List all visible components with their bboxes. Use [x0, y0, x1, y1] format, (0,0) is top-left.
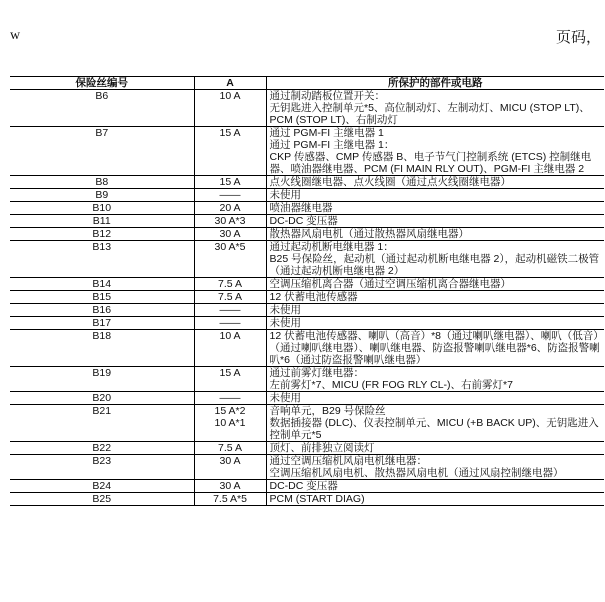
- amperage-cell: 20 A: [194, 202, 266, 215]
- fuse-number-cell: B22: [10, 442, 194, 455]
- table-row: [10, 405, 604, 418]
- circuit-description-line: 数据插接器 (DLC)、仪表控制单元、MICU (+B BACK UP)、无钥匙进入控制单元*5: [269, 417, 599, 441]
- amperage-cell: 30 A*5: [194, 241, 266, 278]
- circuit-description-line: DC-DC 变压器: [269, 480, 338, 492]
- protected-circuit-cell: [266, 480, 604, 493]
- protected-circuit-cell: [266, 417, 604, 442]
- fuse-number-cell: B19: [10, 367, 194, 392]
- table-row: [10, 241, 604, 278]
- circuit-description-line: 通过前雾灯继电器：: [269, 367, 364, 379]
- circuit-description-line: 音响单元，B29 号保险丝: [269, 405, 386, 417]
- amperage-cell: 15 A*2: [194, 405, 266, 418]
- fuse-table-body: [10, 90, 604, 506]
- protected-circuit-cell: [266, 330, 604, 367]
- fuse-number-cell: B17: [10, 317, 194, 330]
- circuit-description-line: 空调压缩机风扇电机、散热器风扇电机（通过风扇控制继电器）: [269, 467, 564, 479]
- amperage-cell: 15 A: [194, 176, 266, 189]
- circuit-description-line: 顶灯、前排独立阅读灯: [269, 442, 375, 454]
- circuit-description-line: 未使用: [269, 392, 301, 404]
- fuse-number-cell: B18: [10, 330, 194, 367]
- protected-circuit-cell: [266, 127, 604, 140]
- fuse-number-cell: B12: [10, 228, 194, 241]
- fuse-number-cell: B11: [10, 215, 194, 228]
- protected-circuit-cell: [266, 317, 604, 330]
- amperage-cell: 7.5 A: [194, 278, 266, 291]
- amperage-cell: ——: [194, 317, 266, 330]
- circuit-description-line: 通过 PGM-FI 主继电器 1：: [269, 139, 395, 151]
- table-row: [10, 330, 604, 367]
- protected-circuit-cell: [266, 442, 604, 455]
- table-row: [10, 480, 604, 493]
- fuse-number-cell: B15: [10, 291, 194, 304]
- circuit-description-line: 通过起动机断电继电器 1：: [269, 241, 394, 253]
- protected-circuit-cell: [266, 202, 604, 215]
- amperage-cell: 30 A: [194, 480, 266, 493]
- protected-circuit-cell: [266, 304, 604, 317]
- fuse-number-cell: B8: [10, 176, 194, 189]
- table-row: [10, 455, 604, 480]
- protected-circuit-cell: [266, 367, 604, 392]
- amperage-cell: [194, 139, 266, 176]
- fuse-number-cell: [10, 139, 194, 176]
- fuse-number-cell: B14: [10, 278, 194, 291]
- circuit-description-line: 空调压缩机离合器（通过空调压缩机离合器继电器）: [269, 278, 511, 290]
- fuse-number-cell: B24: [10, 480, 194, 493]
- circuit-description-line: 12 伏蓄电池传感器、喇叭（高音）*8（通过喇叭继电器）、喇叭（低音）（通过喇叭继电器）、喇叭继电器、防盗报警喇叭继电器*6、防盗报警喇叭*6（通过防盗报警喇叭继电器）: [269, 330, 600, 366]
- circuit-description-line: 左前雾灯*7、MICU (FR FOG RLY CL-)、右前雾灯*7: [269, 379, 513, 391]
- table-row: [10, 228, 604, 241]
- amperage-cell: 10 A: [194, 330, 266, 367]
- protected-circuit-cell: [266, 241, 604, 278]
- fuse-number-cell: B21: [92, 405, 112, 417]
- table-row: [10, 367, 604, 392]
- table-row: [10, 127, 604, 140]
- amperage-cell: ——: [194, 304, 266, 317]
- amperage-cell: 30 A: [194, 228, 266, 241]
- circuit-description-line: 点火线圈继电器、点火线圈（通过点火线圈继电器）: [269, 176, 511, 188]
- protected-circuit-cell: [266, 215, 604, 228]
- fuse-number-cell: B13: [10, 241, 194, 278]
- amperage-cell: 7.5 A: [194, 442, 266, 455]
- circuit-description-line: 未使用: [269, 189, 301, 201]
- circuit-description-line: PCM (START DIAG): [269, 493, 365, 505]
- amperage-cell: 7.5 A*5: [194, 493, 266, 506]
- circuit-description-line: 未使用: [269, 317, 301, 329]
- page-header-left: w: [10, 28, 21, 43]
- protected-circuit-cell: [266, 90, 604, 127]
- fuse-number-cell: B16: [10, 304, 194, 317]
- fuse-number-cell: B6: [10, 90, 194, 127]
- table-row: [10, 189, 604, 202]
- fuse-number-cell: [10, 417, 194, 442]
- table-row: [10, 215, 604, 228]
- circuit-description-line: B25 号保险丝，起动机（通过起动机断电继电器 2），起动机磁铁二极管（通过起动机断电继电器 2）: [269, 253, 600, 277]
- protected-circuit-cell: [266, 228, 604, 241]
- header-fuse-number: 保险丝编号: [10, 77, 194, 90]
- table-row: [10, 139, 604, 176]
- table-row: [10, 291, 604, 304]
- table-row: [10, 90, 604, 127]
- circuit-description-line: 通过空调压缩机风扇电机继电器：: [269, 455, 427, 467]
- fuse-number-cell: B25: [10, 493, 194, 506]
- protected-circuit-cell: [266, 139, 604, 176]
- protected-circuit-cell: [266, 278, 604, 291]
- table-row: [10, 493, 604, 506]
- circuit-description-line: 12 伏蓄电池传感器: [269, 291, 358, 303]
- amperage-cell: 10 A: [194, 90, 266, 127]
- amperage-cell: 15 A: [194, 367, 266, 392]
- circuit-description-line: 无钥匙进入控制单元*5、高位制动灯、左制动灯、MICU (STOP LT)、PCM (STOP LT)、右制动灯: [269, 102, 590, 126]
- fuse-number-cell: B23: [10, 455, 194, 480]
- circuit-description-line: 通过制动踏板位置开关：: [269, 90, 385, 102]
- amperage-cell: ——: [194, 189, 266, 202]
- amperage-cell: 7.5 A: [194, 291, 266, 304]
- protected-circuit-cell: [266, 392, 604, 405]
- page-number-label: 页码，: [555, 28, 601, 46]
- amperage-cell: 30 A: [194, 455, 266, 480]
- table-row: [10, 417, 604, 442]
- fuse-number-cell: B10: [10, 202, 194, 215]
- header-protected-circuit: 所保护的部件或电路: [266, 77, 604, 90]
- protected-circuit-cell: [266, 455, 604, 480]
- table-row: [10, 202, 604, 215]
- fuse-number-cell: B9: [10, 189, 194, 202]
- protected-circuit-cell: [266, 176, 604, 189]
- table-row: [10, 317, 604, 330]
- circuit-description-line: DC-DC 变压器: [269, 215, 338, 227]
- circuit-description-line: 散热器风扇电机（通过散热器风扇继电器）: [269, 228, 469, 240]
- fuse-table: [10, 76, 604, 506]
- table-row: [10, 304, 604, 317]
- fuse-number-cell: B20: [10, 392, 194, 405]
- table-row: [10, 176, 604, 189]
- protected-circuit-cell: [266, 405, 604, 418]
- amperage-cell: ——: [194, 392, 266, 405]
- fuse-number-cell: B7: [95, 127, 109, 139]
- protected-circuit-cell: [266, 291, 604, 304]
- amperage-cell: 15 A: [194, 127, 266, 140]
- protected-circuit-cell: [266, 189, 604, 202]
- circuit-description-line: 未使用: [269, 304, 301, 316]
- amperage-cell: 30 A*3: [194, 215, 266, 228]
- protected-circuit-cell: [266, 493, 604, 506]
- table-row: [10, 278, 604, 291]
- table-row: [10, 392, 604, 405]
- table-row: [10, 442, 604, 455]
- circuit-description-line: 通过 PGM-FI 主继电器 1: [269, 127, 384, 139]
- amperage-cell: 10 A*1: [194, 417, 266, 442]
- header-amperage: A: [194, 77, 266, 90]
- circuit-description-line: CKP 传感器、CMP 传感器 B、电子节气门控制系统 (ETCS) 控制继电器、喷油器继电器、PCM (FI MAIN RLY OUT)、PGM-FI 主继电器 2: [269, 151, 592, 175]
- circuit-description-line: 喷油器继电器: [269, 202, 333, 214]
